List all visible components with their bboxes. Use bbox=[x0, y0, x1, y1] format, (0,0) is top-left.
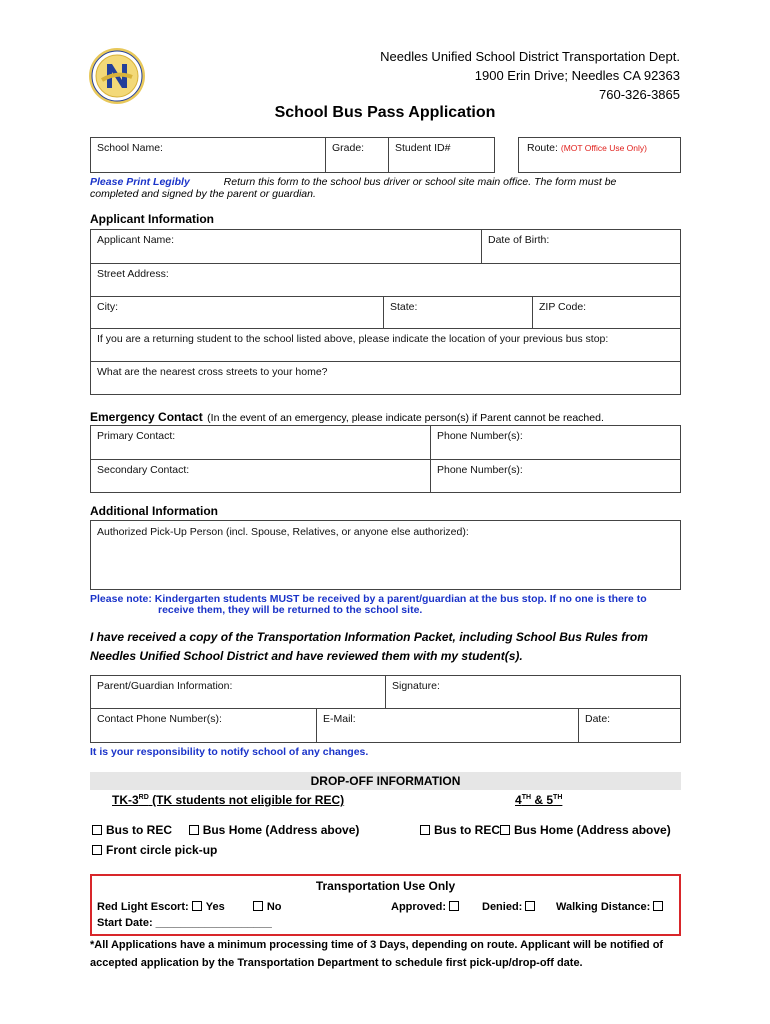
kindergarten-note-line2: receive them, they will be returned to the school site. bbox=[158, 604, 423, 616]
emergency-heading-row bbox=[90, 408, 604, 426]
email-field[interactable]: E-Mail: bbox=[323, 713, 356, 725]
kindergarten-note-line1: Please note: Kindergarten students MUST be received by a parent/guardian at the bus stop. If no one is there to bbox=[90, 593, 647, 605]
org-name: Needles Unified School District Transportation Dept. bbox=[380, 49, 680, 64]
org-phone: 760-326-3865 bbox=[599, 87, 680, 102]
applicant-name-field[interactable]: Applicant Name: bbox=[97, 234, 175, 246]
applicant-heading: Applicant Information bbox=[90, 212, 214, 226]
additional-heading: Additional Information bbox=[90, 504, 218, 518]
transportation-use-heading: Transportation Use Only bbox=[315, 879, 456, 893]
state-field[interactable]: State: bbox=[390, 301, 418, 313]
school-name-field[interactable]: School Name: bbox=[97, 142, 163, 154]
bus-home-right-checkbox[interactable]: Bus Home (Address above) bbox=[500, 823, 671, 837]
student-id-field[interactable]: Student ID# bbox=[395, 142, 451, 154]
escort-no-checkbox[interactable]: No bbox=[253, 901, 282, 913]
primary-contact-field[interactable]: Primary Contact: bbox=[97, 430, 176, 442]
bus-home-left-checkbox[interactable]: Bus Home (Address above) bbox=[189, 823, 360, 837]
print-legibly-note: Please Print Legibly bbox=[90, 176, 190, 188]
route-field[interactable] bbox=[527, 142, 647, 154]
checkbox-icon bbox=[189, 825, 199, 835]
bus-to-rec-right-checkbox[interactable]: Bus to REC bbox=[420, 823, 500, 837]
escort-yes-checkbox[interactable]: Yes bbox=[192, 901, 225, 913]
street-address-field[interactable]: Street Address: bbox=[97, 268, 169, 280]
checkbox-icon bbox=[449, 901, 459, 911]
grades-4-5-heading: 4TH & 5TH bbox=[515, 793, 563, 807]
grade-field[interactable]: Grade: bbox=[332, 142, 365, 154]
grades-4-5-options-row bbox=[420, 823, 671, 837]
previous-bus-stop-field[interactable]: If you are a returning student to the school listed above, please indicate the location of your previous bus stop: bbox=[97, 333, 609, 345]
contact-phone-field[interactable]: Contact Phone Number(s): bbox=[97, 713, 222, 725]
front-circle-checkbox[interactable]: Front circle pick-up bbox=[92, 843, 217, 857]
authorized-pickup-field[interactable]: Authorized Pick-Up Person (incl. Spouse, Relatives, or anyone else authorized): bbox=[97, 526, 469, 538]
primary-phone-field[interactable]: Phone Number(s): bbox=[437, 430, 523, 442]
emergency-heading: Emergency Contact bbox=[90, 410, 203, 424]
route-office-note: (MOT Office Use Only) bbox=[560, 143, 647, 153]
bus-to-rec-left-checkbox[interactable]: Bus to REC bbox=[92, 823, 172, 837]
cross-streets-field[interactable]: What are the nearest cross streets to your home? bbox=[97, 366, 328, 378]
page-title: School Bus Pass Application bbox=[274, 104, 496, 121]
dropoff-heading: DROP-OFF INFORMATION bbox=[310, 774, 461, 788]
checkbox-icon bbox=[420, 825, 430, 835]
city-field[interactable]: City: bbox=[97, 301, 118, 313]
secondary-phone-field[interactable]: Phone Number(s): bbox=[437, 464, 523, 476]
footer-note-line1: *All Applications have a minimum processing time of 3 Days, depending on route. Applicant will be notified of bbox=[90, 939, 664, 951]
secondary-contact-field[interactable]: Secondary Contact: bbox=[97, 464, 190, 476]
emergency-note: (In the event of an emergency, please indicate person(s) if Parent cannot be reached. bbox=[207, 412, 604, 424]
checkbox-icon bbox=[92, 845, 102, 855]
denied-checkbox[interactable]: Denied: bbox=[482, 901, 539, 913]
checkbox-icon bbox=[92, 825, 102, 835]
tk3-heading: TK-3RD (TK students not eligible for REC) bbox=[112, 793, 345, 807]
acknowledgement-line2: Needles Unified School District and have reviewed them with my student(s). bbox=[90, 649, 523, 663]
route-label: Route: bbox=[527, 142, 558, 154]
responsibility-note: It is your responsibility to notify school of any changes. bbox=[90, 746, 369, 758]
instructions-line1: Please Print Legibly Return this form to the school bus driver or school site main office. The form must be bbox=[90, 176, 617, 188]
footer-note-line2: accepted application by the Transportation Department to schedule first pick-up/drop-off date. bbox=[90, 957, 583, 969]
red-light-escort-row: Red Light Escort: Yes No bbox=[97, 901, 282, 913]
walking-distance-checkbox[interactable]: Walking Distance: bbox=[556, 901, 667, 913]
checkbox-icon bbox=[525, 901, 535, 911]
start-date-field[interactable]: Start Date: ___________________ bbox=[97, 917, 272, 929]
district-seal-logo bbox=[88, 47, 146, 105]
org-address: 1900 Erin Drive; Needles CA 92363 bbox=[474, 68, 680, 83]
checkbox-icon bbox=[500, 825, 510, 835]
approved-checkbox[interactable]: Approved: bbox=[391, 901, 463, 913]
zip-code-field[interactable]: ZIP Code: bbox=[539, 301, 587, 313]
checkbox-icon bbox=[253, 901, 263, 911]
date-of-birth-field[interactable]: Date of Birth: bbox=[488, 234, 550, 246]
instructions-line2: completed and signed by the parent or guardian. bbox=[90, 188, 316, 200]
guardian-info-field[interactable]: Parent/Guardian Information: bbox=[97, 680, 233, 692]
checkbox-icon bbox=[192, 901, 202, 911]
signature-field[interactable]: Signature: bbox=[392, 680, 440, 692]
date-field[interactable]: Date: bbox=[585, 713, 611, 725]
acknowledgement-line1: I have received a copy of the Transportation Information Packet, including School Bus Rules from bbox=[90, 630, 648, 644]
checkbox-icon bbox=[653, 901, 663, 911]
tk3-options-row bbox=[92, 823, 359, 837]
